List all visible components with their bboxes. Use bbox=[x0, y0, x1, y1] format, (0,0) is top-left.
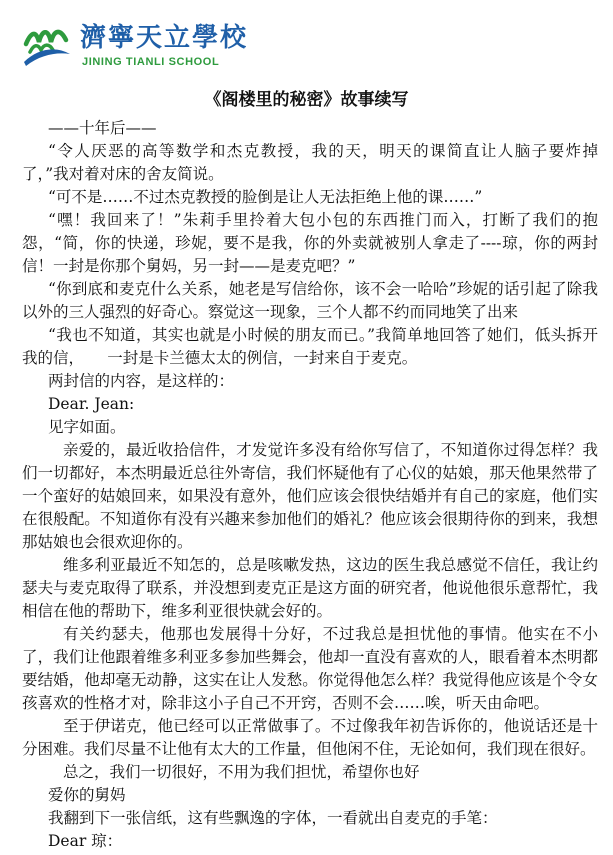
document-title: 《阁楼里的秘密》故事续写 bbox=[204, 90, 409, 110]
letter-paragraph: 总之，我们一切很好，不用为我们担忧，希望你也好 bbox=[63, 763, 420, 781]
paragraph: 两封信的内容，是这样的： bbox=[48, 372, 235, 390]
letter-signature: 爱你的舅妈 bbox=[48, 786, 126, 804]
document-body bbox=[22, 117, 598, 854]
paragraph: “我也不知道，其实也就是小时候的朋友而已。”我简单地回答了她们，低头拆开我的信， 一封是卡兰德太太的例信，一封来自于麦克。 bbox=[22, 326, 598, 367]
letter-paragraph: 维多利亚最近不知怎的，总是咳嗽发热，这边的医生我总感觉不信任，我让约瑟夫与麦克取得了联系，并没想到麦克正是这方面的研究者，他说他很乐意帮忙，我相信在他的帮助下，维多利亚很快就会好的。 bbox=[22, 556, 598, 620]
school-emblem-icon bbox=[22, 22, 72, 70]
letter-salutation: Dear. Jean: bbox=[48, 395, 135, 413]
letter-paragraph: 至于伊诺克，他已经可以正常做事了。不过像我年初告诉你的，他说话还是十分困难。我们尽量不让他有太大的工作量，但他闲不住，无论如何，我们现在很好。 bbox=[22, 717, 598, 758]
letter-opening: 见字如面。 bbox=[48, 418, 126, 436]
paragraph: “你到底和麦克什么关系，她老是写信给你，该不会一哈哈”珍妮的话引起了除我以外的三人强烈的好奇心。察觉这一现象，三个人都不约而同地笑了出来 bbox=[22, 280, 598, 321]
paragraph: “令人厌恶的高等数学和杰克教授，我的天，明天的课简直让人脑子要炸掉了，”我对着对床的舍友简说。 bbox=[22, 142, 598, 183]
school-logo bbox=[22, 22, 249, 74]
letter-paragraph: 亲爱的，最近收拾信件，才发觉许多没有给你写信了，不知道你过得怎样？我们一切都好，本杰明最近总往外寄信，我们怀疑他有了心仪的姑娘，那天他果然带了一个蛮好的姑娘回来，如果没有意外，他们应该会很快结婚并有自己的家庭，他们实在很般配。不知道你有没有兴趣来参加他们的婚礼？他应该会很期待你的到来，我想那姑娘也会很欢迎你的。 bbox=[22, 441, 598, 551]
school-name-english: JINING TIANLI SCHOOL bbox=[82, 56, 220, 68]
letter-salutation: Dear 琼： bbox=[48, 832, 123, 850]
paragraph: “可不是……不过杰克教授的脸倒是让人无法拒绝上他的课……” bbox=[48, 188, 483, 206]
school-name-chinese: 濟寧天立學校 bbox=[80, 23, 249, 53]
scene-heading: ——十年后—— bbox=[48, 119, 157, 137]
paragraph: “嘿！我回来了！”朱莉手里拎着大包小包的东西推门而入，打断了我们的抱怨，“简，你的快递，珍妮，要不是我，你的外卖就被别人拿走了----琼，你的两封信！一封是你那个舅妈，另一封——是麦克吧？” bbox=[22, 211, 598, 275]
paragraph: 我翻到下一张信纸，这有些飘逸的字体，一看就出自麦克的手笔： bbox=[48, 809, 498, 827]
letter-paragraph: 有关约瑟夫，他那也发展得十分好，不过我总是担忧他的事情。他实在不小了，我们让他跟着维多利亚多参加些舞会，他却一直没有喜欢的人，眼看着本杰明都要结婚，他却毫无动静，这实在让人发愁。你觉得他怎么样？我觉得他应该是个令女孩喜欢的性格才对，除非这小子自己不开窍，否则不会……唉，听天由命吧。 bbox=[22, 625, 598, 712]
